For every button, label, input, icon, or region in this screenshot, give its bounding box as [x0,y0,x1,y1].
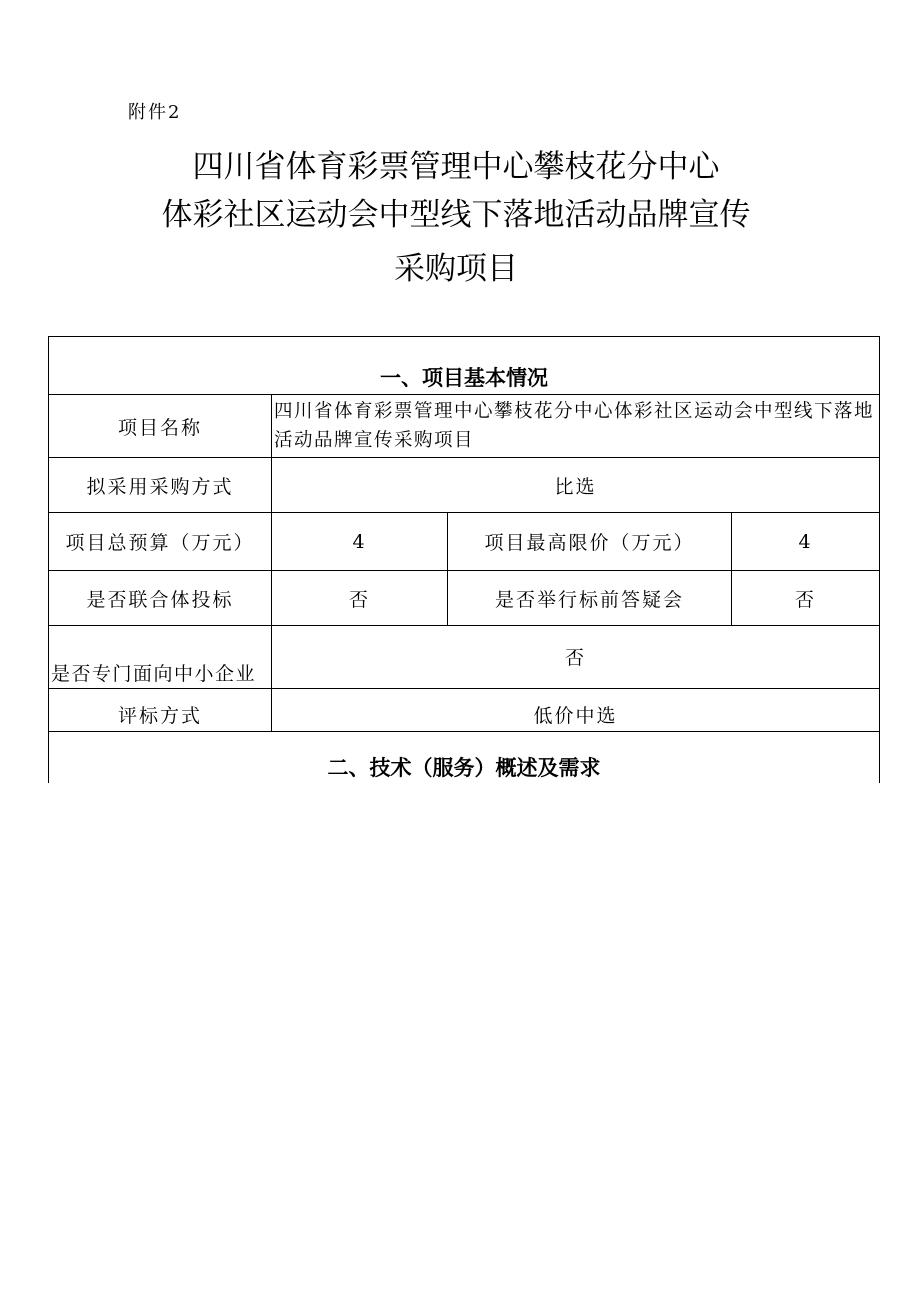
document-title-line-2: 体彩社区运动会中型线下落地活动品牌宣传 [161,197,751,233]
attachment-label: 附件2 [128,102,182,123]
procurement-method-label: 拟采用采购方式 [86,475,234,498]
joint-bid-label: 是否联合体投标 [86,588,234,611]
section-heading-technical-requirements: 二、技术（服务）概述及需求 [327,756,601,780]
section-heading-basic-info: 一、项目基本情况 [380,366,548,390]
row-divider [49,625,879,626]
prebid-meeting-label: 是否举行标前答疑会 [494,588,684,611]
document-title-line-3: 采购项目 [394,251,518,287]
max-price-label: 项目最高限价（万元） [484,532,695,554]
procurement-method-value: 比选 [554,475,597,498]
prebid-meeting-value: 否 [794,588,816,611]
document-title-line-1: 四川省体育彩票管理中心攀枝花分中心 [192,149,720,185]
evaluation-method-label: 评标方式 [117,704,202,727]
sme-label: 是否专门面向中小企业 [51,662,257,685]
total-budget-value: 4 [352,530,367,553]
joint-bid-value: 否 [348,588,370,611]
evaluation-method-value: 低价中选 [533,704,618,727]
project-info-table [48,336,880,783]
sme-value: 否 [564,646,586,669]
project-name-label: 项目名称 [117,416,202,439]
total-budget-label: 项目总预算（万元） [65,532,255,554]
project-name-value: 四川省体育彩票管理中心攀枝花分中心体彩社区运动会中型线下落地活动品牌宣传采购项目 [274,401,875,451]
max-price-value: 4 [798,530,813,553]
